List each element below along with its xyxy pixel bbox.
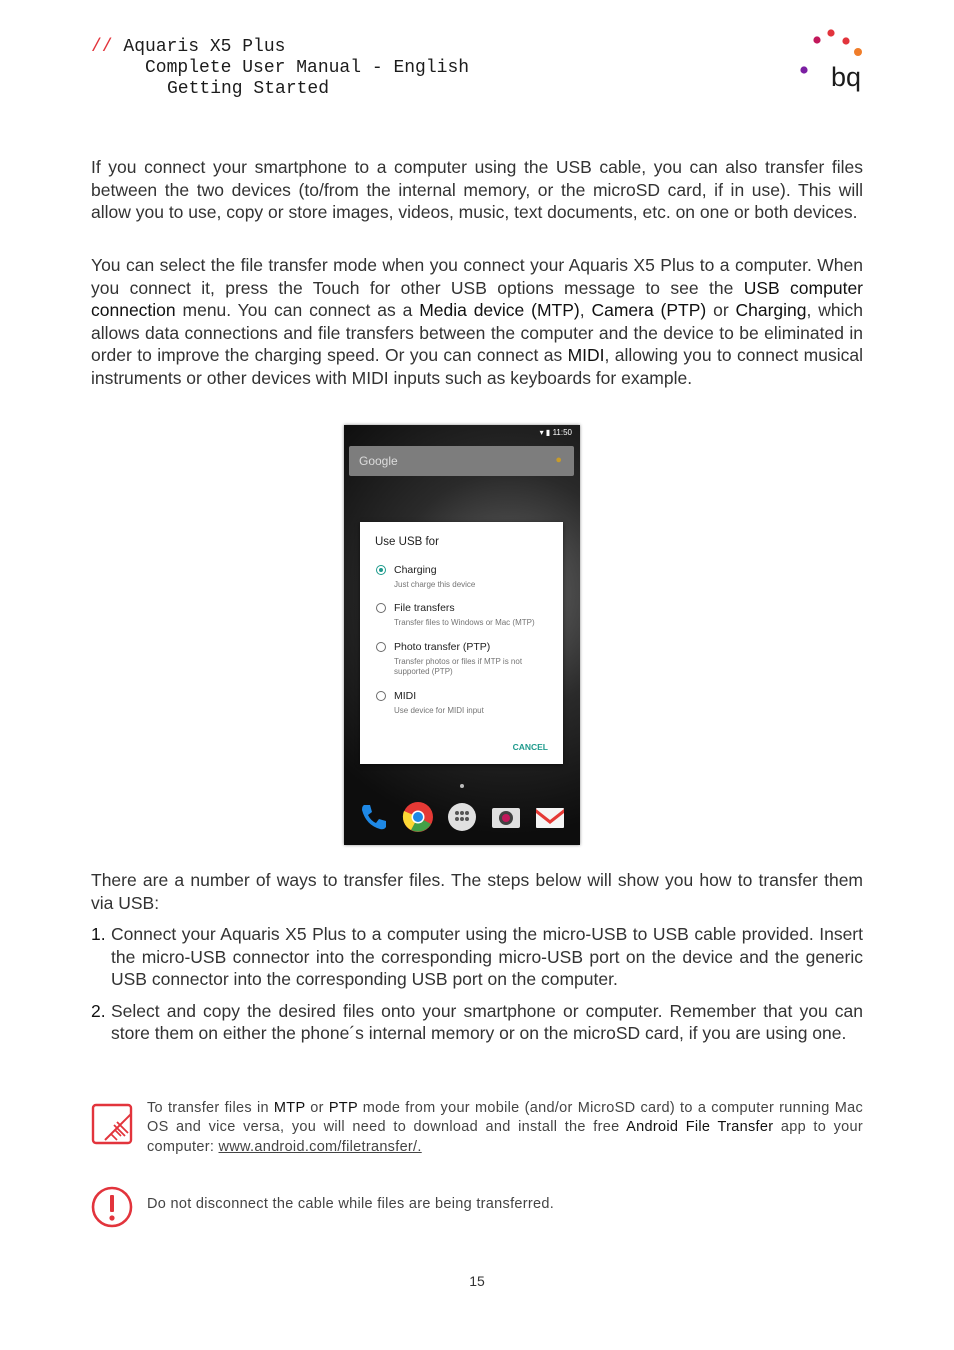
- option-label: File transfers: [394, 602, 455, 614]
- step-text: Connect your Aquaris X5 Plus to a computer using the micro-USB to USB cable provided. Insert the micro-USB connector into the corresponding micro-USB port on the device and the generic USB connector into the corresponding USB port on the computer.: [111, 924, 863, 989]
- charging-term: Charging: [735, 300, 807, 320]
- radio-icon[interactable]: [376, 691, 386, 701]
- option-description: Transfer photos or files if MTP is not supported (PTP): [394, 657, 523, 676]
- camera-app-icon[interactable]: [490, 801, 522, 833]
- section-title: Getting Started: [167, 79, 330, 99]
- list-item: [91, 1000, 863, 1045]
- logo-dot: [854, 48, 862, 56]
- text-run: or: [706, 300, 736, 320]
- list-item: [91, 923, 863, 991]
- status-time: 11:50: [552, 428, 572, 437]
- wifi-icon: ▾: [539, 428, 544, 437]
- option-description: Transfer files to Windows or Mac (MTP): [394, 618, 535, 627]
- gmail-icon[interactable]: [534, 801, 566, 833]
- google-search-bar[interactable]: [349, 446, 574, 476]
- option-description: Just charge this device: [394, 580, 476, 589]
- battery-icon: ▮: [545, 428, 551, 437]
- mtp-term: Media device (MTP): [419, 300, 580, 320]
- midi-term: MIDI: [567, 345, 605, 365]
- cancel-button[interactable]: CANCEL: [512, 742, 548, 752]
- radio-icon[interactable]: [376, 642, 386, 652]
- transfer-mode-paragraph: [91, 254, 863, 389]
- step-number: 2.: [91, 1000, 106, 1021]
- dialog-title: Use USB for: [375, 536, 439, 548]
- google-logo: Google: [359, 454, 398, 468]
- ways-paragraph: There are a number of ways to transfer files. The steps below will show you how to transfer them via USB:: [91, 870, 863, 913]
- logo-dot: [813, 36, 820, 43]
- option-label: Photo transfer (PTP): [394, 641, 491, 653]
- radio-icon[interactable]: [376, 603, 386, 613]
- page-header: [91, 37, 469, 100]
- usb-connection-term: USB computer connection: [91, 277, 864, 320]
- app-dock: [344, 797, 580, 837]
- text-run: To transfer files in: [147, 1100, 274, 1116]
- text-run: or: [305, 1100, 329, 1116]
- manual-product-title: Aquaris X5 Plus: [123, 37, 286, 57]
- phone-screenshot: [344, 425, 580, 845]
- app-drawer-icon[interactable]: [446, 801, 478, 833]
- text-run: You can select the file transfer mode when you connect your Aquaris X5 Plus to a computer. When you connect it, press the Touch for other USB options message to see the: [91, 255, 863, 298]
- mtp-term: MTP: [273, 1100, 306, 1116]
- logo-dot: [827, 29, 834, 36]
- steps-list: [91, 923, 863, 1054]
- ptp-term: PTP: [328, 1100, 358, 1116]
- note-pencil-icon: [91, 1103, 133, 1145]
- logo-dot: [800, 66, 807, 73]
- filetransfer-link[interactable]: www.android.com/filetransfer/.: [218, 1138, 422, 1155]
- text-run: mode from your mobile (and/or MicroSD card) to a computer running Mac OS and vice versa, you will need to download and install the free: [147, 1100, 863, 1136]
- phone-app-icon[interactable]: [358, 801, 390, 833]
- intro-paragraph: If you connect your smartphone to a computer using the USB cable, you can also transfer files between the two devices (to/from the internal memory, or the microSD card, if in use). This will allow you to use, copy or store images, videos, music, text documents, etc. on one or both devices.: [91, 157, 863, 222]
- text-run: app to your computer:: [147, 1119, 864, 1155]
- header-slash: //: [91, 37, 113, 57]
- usb-dialog: [360, 522, 563, 764]
- home-page-indicator: [460, 784, 464, 788]
- app-name-term: Android File Transfer: [626, 1119, 774, 1136]
- radio-selected-icon[interactable]: [376, 565, 386, 575]
- option-label: MIDI: [394, 690, 417, 702]
- chrome-icon[interactable]: [402, 801, 434, 833]
- page-number: 15: [469, 1273, 485, 1289]
- logo-dot: [842, 37, 849, 44]
- text-run: , which allows data connections and file transfers between the computer and the device to be eliminated in order to improve the charging speed. Or you can connect as: [91, 300, 863, 365]
- text-run: ,: [579, 300, 592, 320]
- status-bar: [540, 428, 572, 437]
- manual-subtitle: Complete User Manual - English: [145, 58, 470, 78]
- text-run: menu. You can connect as a: [175, 300, 420, 320]
- warning-icon: [91, 1186, 133, 1228]
- logo-text: bq: [831, 62, 862, 92]
- ptp-term: Camera (PTP): [591, 300, 707, 320]
- option-description: Use device for MIDI input: [394, 706, 484, 715]
- step-number: 1.: [91, 924, 106, 944]
- microphone-icon[interactable]: ●: [555, 454, 562, 466]
- warning-note: Do not disconnect the cable while files are being transferred.: [147, 1196, 555, 1212]
- text-run: , allowing you to connect musical instruments or other devices with MIDI inputs such as keyboards for example.: [91, 345, 863, 388]
- step-text: Select and copy the desired files onto your smartphone or computer. Remember that you can store them on either the phone´s internal memory or on the microSD card, if you are using one.: [111, 1000, 863, 1043]
- option-label: Charging: [394, 564, 437, 576]
- mac-transfer-note: [147, 1099, 863, 1157]
- bq-logo: [795, 25, 870, 95]
